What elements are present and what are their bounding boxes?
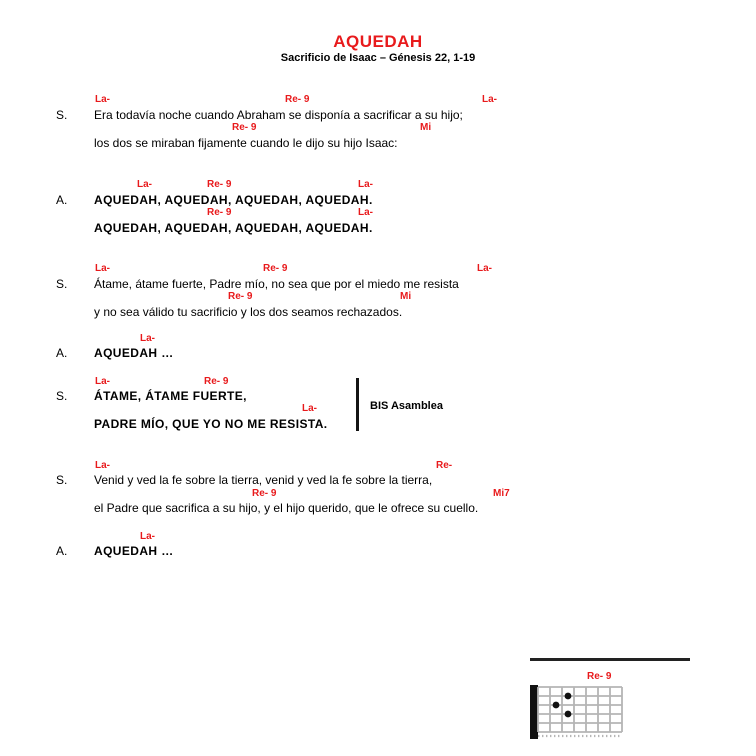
chord-label: Re- bbox=[436, 460, 453, 471]
lyric-line: AQUEDAH … bbox=[94, 346, 174, 360]
chord-label: Re- 9 bbox=[285, 94, 310, 105]
chord-diagram-label: Re- 9 bbox=[587, 671, 612, 682]
chord-label: Re- 9 bbox=[252, 488, 277, 499]
chord-label: La- bbox=[140, 333, 155, 344]
chord-label: Re- 9 bbox=[207, 207, 232, 218]
chord-label: Mi bbox=[400, 291, 412, 302]
lyric-line: Venid y ved la fe sobre la tierra, venid y ved la fe sobre la tierra, bbox=[94, 473, 433, 487]
lyric-line: Era todavía noche cuando Abraham se disponía a sacrificar a su hijo; bbox=[94, 108, 463, 122]
chord-label: La- bbox=[482, 94, 497, 105]
chord-label: Re- 9 bbox=[207, 179, 232, 190]
singer-marker: S. bbox=[56, 108, 68, 122]
lyric-line: ÁTAME, ÁTAME FUERTE, bbox=[94, 389, 247, 403]
chord-label: Re- 9 bbox=[228, 291, 253, 302]
chord-label: La- bbox=[140, 531, 155, 542]
chord-label: Re- 9 bbox=[204, 376, 229, 387]
lyric-line: y no sea válido tu sacrificio y los dos seamos rechazados. bbox=[94, 305, 403, 319]
singer-marker: A. bbox=[56, 193, 68, 207]
chord-label: Re- 9 bbox=[263, 263, 288, 274]
singer-marker: S. bbox=[56, 473, 68, 487]
singer-marker: A. bbox=[56, 544, 68, 558]
chord-diagram-finger-dot bbox=[553, 702, 560, 709]
singer-marker: A. bbox=[56, 346, 68, 360]
bis-bracket-bar bbox=[356, 378, 359, 431]
song-subtitle: Sacrificio de Isaac – Génesis 22, 1-19 bbox=[280, 52, 476, 64]
lyric-line: PADRE MÍO, QUE YO NO ME RESISTA. bbox=[94, 417, 328, 431]
chord-label: La- bbox=[95, 94, 110, 105]
chord-diagram-finger-dot bbox=[565, 693, 572, 700]
song-title: AQUEDAH bbox=[333, 32, 423, 51]
lyric-line: AQUEDAH, AQUEDAH, AQUEDAH, AQUEDAH. bbox=[94, 193, 373, 207]
lyric-line: los dos se miraban fijamente cuando le dijo su hijo Isaac: bbox=[94, 136, 398, 150]
chord-label: Mi bbox=[420, 122, 432, 133]
footer-divider-line bbox=[530, 658, 690, 661]
chord-diagram-finger-dot bbox=[565, 711, 572, 718]
chord-diagram bbox=[530, 684, 628, 742]
lyric-line: el Padre que sacrifica a su hijo, y el hijo querido, que le ofrece su cuello. bbox=[94, 501, 479, 515]
lyric-line: AQUEDAH … bbox=[94, 544, 174, 558]
chord-label: La- bbox=[477, 263, 492, 274]
lyric-line: AQUEDAH, AQUEDAH, AQUEDAH, AQUEDAH. bbox=[94, 221, 373, 235]
singer-marker: S. bbox=[56, 389, 68, 403]
chord-diagram-nut bbox=[530, 685, 538, 739]
chord-label: La- bbox=[95, 460, 110, 471]
singer-marker: S. bbox=[56, 277, 68, 291]
chord-label: La- bbox=[302, 403, 317, 414]
chord-label: La- bbox=[358, 207, 373, 218]
chord-label: Re- 9 bbox=[232, 122, 257, 133]
chord-label: La- bbox=[358, 179, 373, 190]
chord-label: Mi7 bbox=[493, 488, 510, 499]
chord-label: La- bbox=[95, 263, 110, 274]
lyric-line: Átame, átame fuerte, Padre mío, no sea que por el miedo me resista bbox=[94, 277, 459, 291]
chord-label: La- bbox=[95, 376, 110, 387]
bis-label: BIS Asamblea bbox=[370, 400, 443, 412]
chord-label: La- bbox=[137, 179, 152, 190]
